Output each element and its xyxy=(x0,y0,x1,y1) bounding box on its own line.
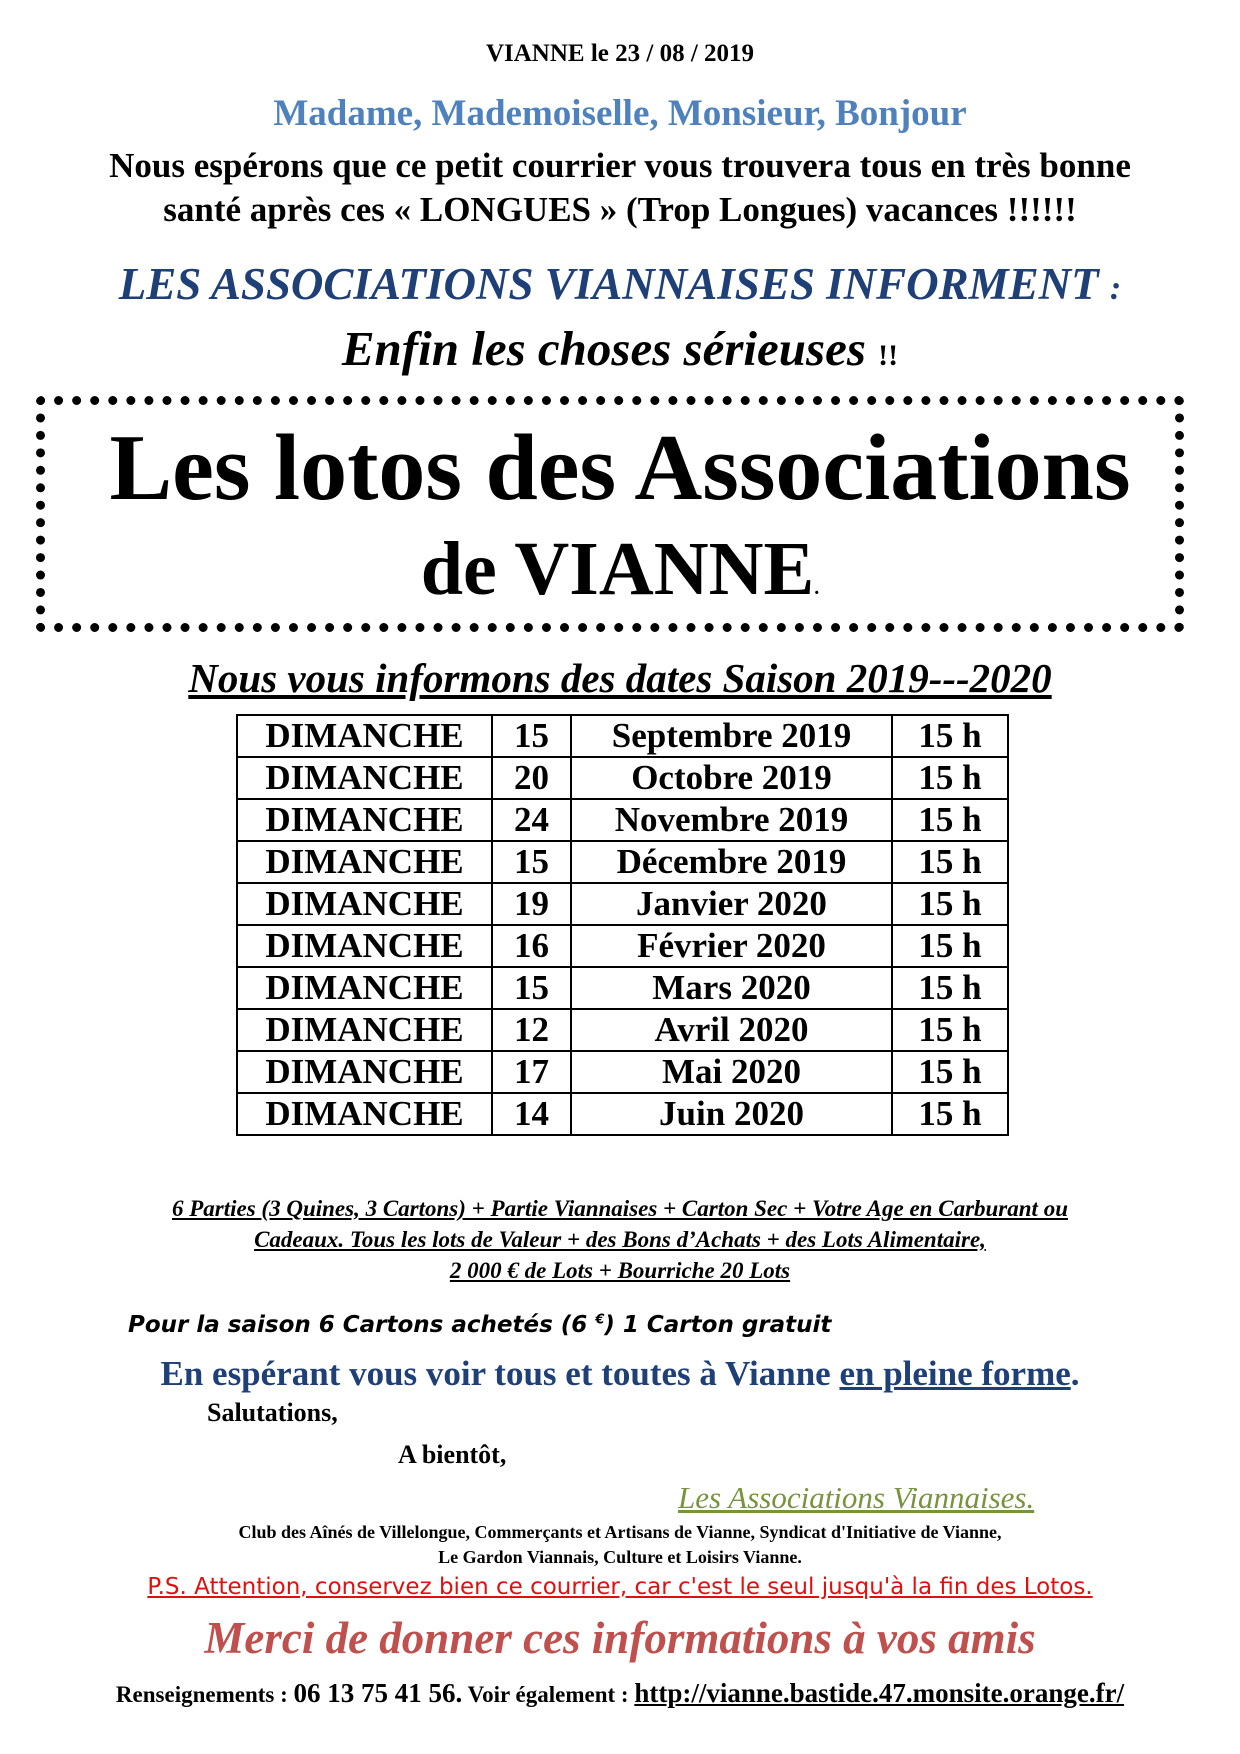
signature xyxy=(678,1480,1034,1516)
associations-heading-colon: : xyxy=(1109,270,1122,307)
subheading-mark: !! xyxy=(878,339,899,372)
carton-offer xyxy=(128,1312,831,1338)
intro-line-2: santé après ces « LONGUES » (Trop Longues) vacances !!!!!! xyxy=(163,190,1077,229)
main-title-line-2 xyxy=(0,526,1240,613)
main-title-town: VIANNE xyxy=(514,527,815,611)
associations-heading-text: LES ASSOCIATIONS VIANNAISES INFORMENT xyxy=(118,259,1099,309)
thanks-line: Merci de donner ces informations à vos amis xyxy=(204,1613,1036,1663)
schedule-date-cell: 19 xyxy=(492,883,571,925)
subheading xyxy=(0,320,1240,377)
a-bientot: A bientôt, xyxy=(398,1440,507,1469)
offer-text-before: Pour la saison 6 Cartons achetés (6 xyxy=(128,1312,596,1338)
hope-line xyxy=(0,1354,1240,1394)
schedule-time-cell: 15 h xyxy=(892,925,1008,967)
contact-url-link[interactable]: http://vianne.bastide.47.monsite.orange.fr/ xyxy=(634,1678,1125,1708)
schedule-month-cell: Mai 2020 xyxy=(571,1051,892,1093)
associations-heading xyxy=(0,258,1240,310)
greeting: Madame, Mademoiselle, Monsieur, Bonjour xyxy=(273,93,967,134)
schedule-row xyxy=(237,715,1008,757)
schedule-date-cell: 20 xyxy=(492,757,571,799)
offer-text-after: ) 1 Carton gratuit xyxy=(604,1312,832,1338)
season-heading: Nous vous informons des dates Saison 2019---2020 xyxy=(188,655,1052,701)
hope-dot: . xyxy=(1070,1354,1080,1393)
offer-euro-sup: € xyxy=(595,1312,605,1328)
schedule-row xyxy=(237,1051,1008,1093)
signature-dot: . xyxy=(1026,1480,1035,1515)
schedule-month-cell: Mars 2020 xyxy=(571,967,892,1009)
hope-text: En espérant vous voir tous et toutes à Vianne xyxy=(160,1354,840,1393)
schedule-time-cell: 15 h xyxy=(892,1051,1008,1093)
schedule-row xyxy=(237,925,1008,967)
contact-see-also: Voir également : xyxy=(462,1682,635,1707)
schedule-day-cell: DIMANCHE xyxy=(237,1051,492,1093)
schedule-month-cell: Novembre 2019 xyxy=(571,799,892,841)
schedule-date-cell: 16 xyxy=(492,925,571,967)
schedule-time-cell: 15 h xyxy=(892,715,1008,757)
schedule-time-cell: 15 h xyxy=(892,841,1008,883)
schedule-day-cell: DIMANCHE xyxy=(237,799,492,841)
schedule-date-cell: 14 xyxy=(492,1093,571,1135)
schedule-row xyxy=(237,799,1008,841)
schedule-month-cell: Octobre 2019 xyxy=(571,757,892,799)
schedule-date-cell: 12 xyxy=(492,1009,571,1051)
contact-phone: 06 13 75 41 56. xyxy=(293,1678,463,1708)
schedule-time-cell: 15 h xyxy=(892,883,1008,925)
games-line-3: 2 000 € de Lots + Bourriche 20 Lots xyxy=(449,1258,791,1283)
schedule-row xyxy=(237,1093,1008,1135)
subheading-text: Enfin les choses sérieuses xyxy=(341,321,866,376)
intro-line-1: Nous espérons que ce petit courrier vous trouvera tous en très bonne xyxy=(109,146,1131,185)
hope-underlined: en pleine forme xyxy=(839,1354,1071,1393)
date-line: VIANNE le 23 / 08 / 2019 xyxy=(485,40,755,67)
schedule-month-cell: Décembre 2019 xyxy=(571,841,892,883)
schedule-date-cell: 17 xyxy=(492,1051,571,1093)
schedule-time-cell: 15 h xyxy=(892,799,1008,841)
schedule-month-cell: Juin 2020 xyxy=(571,1093,892,1135)
schedule-date-cell: 15 xyxy=(492,841,571,883)
ps-warning: P.S. Attention, conservez bien ce courrier, car c'est le seul jusqu'à la fin des Lotos. xyxy=(147,1574,1093,1600)
schedule-day-cell: DIMANCHE xyxy=(237,925,492,967)
schedule-day-cell: DIMANCHE xyxy=(237,883,492,925)
schedule-month-cell: Avril 2020 xyxy=(571,1009,892,1051)
schedule-row xyxy=(237,757,1008,799)
schedule-time-cell: 15 h xyxy=(892,757,1008,799)
schedule-date-cell: 15 xyxy=(492,967,571,1009)
schedule-month-cell: Février 2020 xyxy=(571,925,892,967)
schedule-month-cell: Janvier 2020 xyxy=(571,883,892,925)
games-line-2: Cadeaux. Tous les lots de Valeur + des Bons d’Achats + des Lots Alimentaire, xyxy=(254,1227,986,1252)
main-title-prefix: de xyxy=(420,527,497,611)
main-title-dot: . xyxy=(814,577,820,599)
games-line-1: 6 Parties (3 Quines, 3 Cartons) + Partie Viannaises + Carton Sec + Votre Age en Carburant ou xyxy=(171,1196,1068,1221)
schedule-day-cell: DIMANCHE xyxy=(237,757,492,799)
schedule-row xyxy=(237,883,1008,925)
clubs-line-1: Club des Aînés de Villelongue, Commerçants et Artisans de Vianne, Syndicat d'Initiative de Vianne, xyxy=(238,1522,1002,1542)
schedule-date-cell: 15 xyxy=(492,715,571,757)
contact-line xyxy=(0,1678,1240,1709)
schedule-day-cell: DIMANCHE xyxy=(237,1009,492,1051)
schedule-row xyxy=(237,841,1008,883)
schedule-date-cell: 24 xyxy=(492,799,571,841)
schedule-time-cell: 15 h xyxy=(892,1093,1008,1135)
clubs-line-2: Le Gardon Viannais, Culture et Loisirs Vianne. xyxy=(438,1547,802,1567)
schedule-month-cell: Septembre 2019 xyxy=(571,715,892,757)
schedule-row xyxy=(237,1009,1008,1051)
schedule-table xyxy=(236,714,1009,1136)
schedule-day-cell: DIMANCHE xyxy=(237,1093,492,1135)
schedule-day-cell: DIMANCHE xyxy=(237,967,492,1009)
signature-text: Les Associations Viannaises xyxy=(678,1480,1027,1515)
main-title-line-1: Les lotos des Associations xyxy=(109,416,1131,520)
schedule-day-cell: DIMANCHE xyxy=(237,715,492,757)
schedule-day-cell: DIMANCHE xyxy=(237,841,492,883)
contact-label: Renseignements : xyxy=(115,1682,294,1707)
salutations: Salutations, xyxy=(207,1398,338,1427)
schedule-time-cell: 15 h xyxy=(892,1009,1008,1051)
schedule-time-cell: 15 h xyxy=(892,967,1008,1009)
schedule-row xyxy=(237,967,1008,1009)
